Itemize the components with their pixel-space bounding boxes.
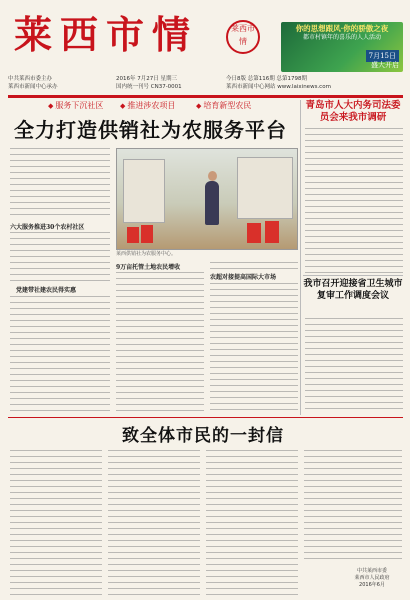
kicker-tag: ◆ 培育新型农民 <box>196 100 251 112</box>
issue-date: 2016年 7月27日 星期三 <box>116 76 177 82</box>
lead-body-col1c <box>10 296 110 412</box>
subhead: 六大服务推进30个农村社区 <box>10 224 85 231</box>
photo-caption: 莱西供销社为农服务中心。 <box>116 251 177 257</box>
letter-body-col2 <box>108 450 200 596</box>
lead-headline[interactable]: 全力打造供销社为农服务平台 <box>14 118 287 142</box>
organizer-line: 莱西市新闻中心承办 <box>8 84 58 90</box>
lead-body-col3 <box>210 283 298 412</box>
ad-date: 7月15日 <box>366 50 399 62</box>
signature-line: 中共莱西市委 <box>356 568 387 574</box>
ad-label: 盛大开启 <box>371 61 399 69</box>
subhead: 农超对接提高国际大市场 <box>210 274 277 281</box>
masthead-divider <box>8 96 403 98</box>
website-line: 莱西市新闻中心网站 www.laixinews.com <box>226 84 331 90</box>
subhead: 9万亩托管土地农民增收 <box>116 264 181 271</box>
newspaper-title: 莱西市情 <box>14 12 199 57</box>
kicker-tag: ◆ 推进涉农项目 <box>120 100 175 112</box>
ad-headline: 你的思想跟风·你的骄傲之夜 <box>295 24 389 33</box>
section-divider <box>8 417 403 418</box>
section-divider <box>303 275 403 276</box>
right-body-1 <box>305 128 403 273</box>
emblem-seal: 莱西市情 <box>226 20 260 54</box>
advertisement-banner[interactable] <box>281 22 403 72</box>
serial-number: 国内统一刊号 CN37-0001 <box>116 84 182 90</box>
right-headline-2[interactable]: 我市召开迎接省卫生城市复审工作调度会议 <box>303 279 403 301</box>
letter-title[interactable]: 致全体市民的一封信 <box>122 426 284 446</box>
issue-count: 今日8版 总第116期 总第1798期 <box>226 76 307 82</box>
signature-date: 2016年6月 <box>359 582 385 588</box>
signature-line: 莱西市人民政府 <box>354 575 390 581</box>
column-divider <box>300 100 301 415</box>
letter-body-col4 <box>304 450 402 564</box>
letter-body-col3 <box>206 450 298 596</box>
letter-signature <box>340 568 404 598</box>
subhead: 党建带社建农民得实惠 <box>16 287 77 294</box>
lead-body-col3-top <box>210 262 298 270</box>
letter-body-col1 <box>10 450 102 596</box>
ad-subline: 都市村镇年的喜乐的人人活动 <box>302 34 381 41</box>
publication-info-bar <box>8 75 403 96</box>
kicker-tag: ◆ 服务下沉社区 <box>48 100 103 112</box>
right-headline-1[interactable]: 青岛市人大内务司法委员会来我市调研 <box>305 100 401 123</box>
lead-body-col1 <box>10 148 110 220</box>
lead-body-col1b <box>10 232 110 282</box>
publisher-line: 中共莱西市委主办 <box>8 76 53 82</box>
lead-kicker-tags <box>48 100 288 112</box>
lead-photo[interactable] <box>116 148 298 250</box>
lead-body-col2 <box>116 272 204 412</box>
right-body-2 <box>305 318 403 413</box>
